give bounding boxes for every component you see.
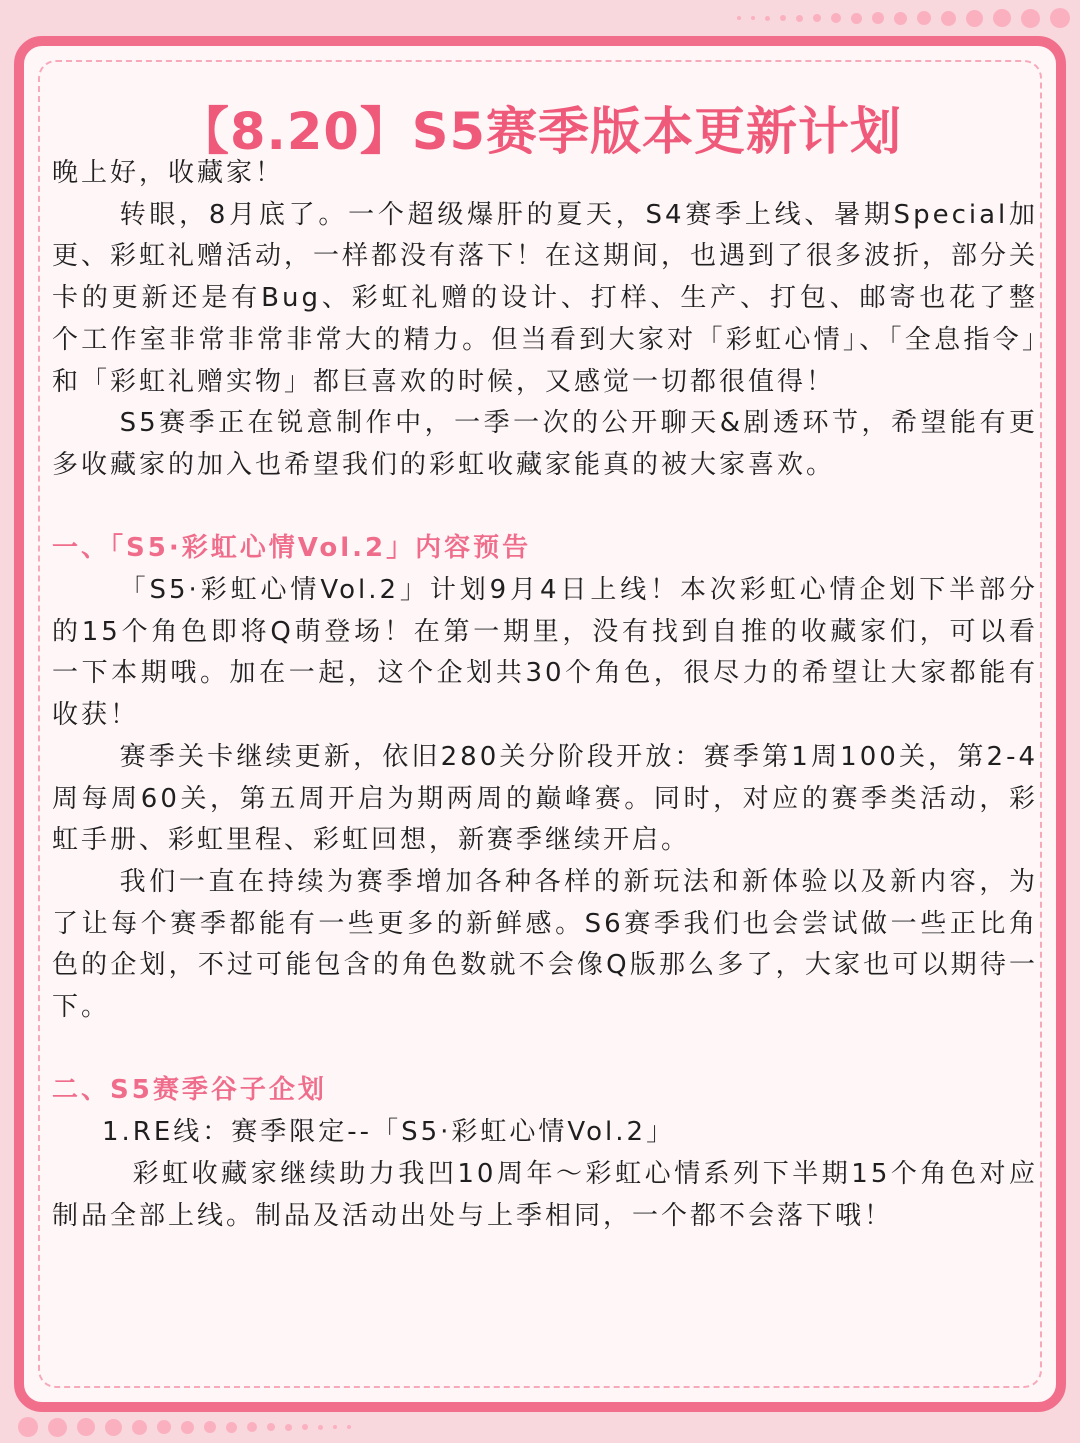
page-title: 【8.20】S5赛季版本更新计划	[177, 103, 903, 162]
dot	[267, 1423, 275, 1431]
section1-paragraph-3: 我们一直在持续为赛季增加各种各样的新玩法和新体验以及新内容，为了让每个赛季都能有一些更多的新鲜感。S6赛季我们也会尝试做一些正比角色的企划，不过可能包含的角色数就不会像Q版那么多了，大家也可以期待一下。	[52, 866, 1038, 1023]
dot	[347, 1425, 351, 1429]
section2-item1-title: 1.RE线：赛季限定--「S5·彩虹心情Vol.2」	[102, 1117, 676, 1148]
dot	[132, 1420, 147, 1435]
section1-paragraph-1: 「S5·彩虹心情Vol.2」计划9月4日上线！本次彩虹心情企划下半部分的15个角色即将Q萌登场！在第一期里，没有找到自推的收藏家们，可以看一下本期哦。加在一起，这个企划共30个角色，很尽力的希望让大家都能有收获！	[52, 575, 1038, 731]
dot	[872, 12, 884, 24]
section1-paragraph-2: 赛季关卡继续更新，依旧280关分阶段开放：赛季第1周100关，第2-4周每周60关，第五周开启为期两周的巅峰赛。同时，对应的赛季类活动，彩虹手册、彩虹里程、彩虹回想，新赛季继续开启。	[52, 741, 1038, 856]
dot	[285, 1424, 292, 1431]
dot	[247, 1422, 257, 1432]
dot	[77, 1418, 95, 1436]
dot	[780, 15, 786, 21]
dot	[765, 16, 770, 21]
section1-heading: 一、「S5·彩虹心情Vol.2」内容预告	[52, 533, 532, 564]
dot	[751, 16, 755, 20]
dot	[993, 9, 1011, 27]
dot	[157, 1420, 171, 1434]
dot	[737, 16, 741, 20]
dot	[894, 12, 907, 25]
dot	[796, 15, 803, 22]
intro-paragraph-1: 转眼，8月底了。一个超级爆肝的夏天，S4赛季上线、暑期Special加更、彩虹礼赠活动，一样都没有落下！在这期间，也遇到了很多波折，部分关卡的更新还是有Bug、彩虹礼赠的设计、打样、生产、打包、邮寄也花了整个工作室非常非常非常大的精力。但当看到大家对「彩虹心情」、「全息指令」和「彩虹礼赠实物」都巨喜欢的时候，又感觉一切都很值得！	[52, 199, 1039, 397]
decorative-dots-bottom	[18, 1417, 351, 1437]
dot	[204, 1421, 216, 1433]
dot	[917, 11, 931, 25]
section2-item1-text: 彩虹收藏家继续助力我凹10周年～彩虹心情系列下半期15个角色对应制品全部上线。制品及活动出处与上季相同，一个都不会落下哦！	[52, 1158, 1038, 1231]
intro-paragraph-2: S5赛季正在锐意制作中，一季一次的公开聊天&剧透环节，希望能有更多收藏家的加入也希望我们的彩虹收藏家能真的被大家喜欢。	[52, 408, 1038, 480]
dot	[226, 1422, 237, 1433]
dot	[181, 1421, 194, 1434]
dot	[302, 1424, 308, 1430]
dot	[941, 11, 956, 26]
greeting: 晚上好，收藏家！	[52, 158, 285, 188]
article-body	[52, 153, 1038, 1237]
dot	[318, 1425, 323, 1430]
dot	[18, 1417, 38, 1437]
dot	[831, 13, 841, 23]
dot	[1021, 9, 1040, 28]
section2-heading: 二、S5赛季谷子企划	[52, 1075, 327, 1106]
dot	[1050, 8, 1070, 28]
dot	[851, 13, 862, 24]
dot	[48, 1418, 67, 1437]
dot	[813, 14, 821, 22]
dot	[966, 10, 983, 27]
dot	[333, 1425, 337, 1429]
decorative-dots-top	[737, 8, 1070, 28]
dot	[105, 1419, 122, 1436]
